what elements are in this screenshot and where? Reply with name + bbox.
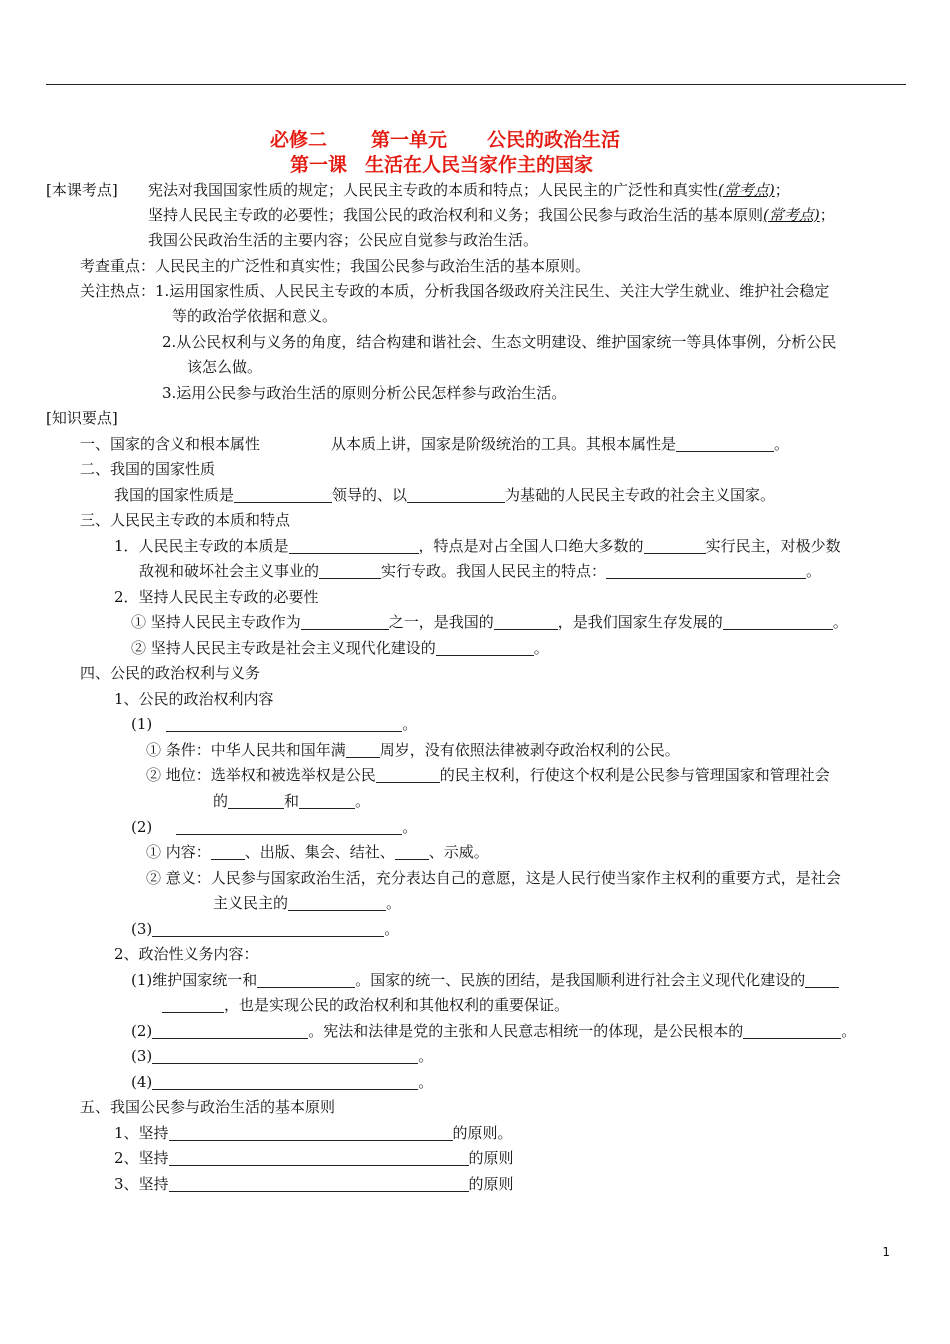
section-1-title: 一、国家的含义和根本属性 — [80, 435, 261, 453]
right-3: (3) 。 — [131, 920, 400, 938]
section-3-2: 2．坚持人民民主专政的必要性 — [114, 588, 319, 606]
fill-blank[interactable] — [743, 1023, 841, 1039]
fill-blank[interactable] — [228, 793, 284, 809]
fill-blank[interactable] — [301, 614, 389, 630]
fill-blank[interactable] — [169, 1176, 469, 1192]
header-rule — [46, 84, 906, 85]
fill-blank[interactable] — [152, 921, 384, 937]
section-5-title: 五、我国公民参与政治生活的基本原则 — [80, 1098, 336, 1116]
principle-3: 3、坚持 的原则 — [114, 1175, 514, 1193]
fill-blank[interactable] — [805, 972, 839, 988]
hot-2a: 2.从公民权利与义务的角度，结合构建和谐社会、生态文明建设、维护国家统一等具体事例，分析公民 — [162, 333, 837, 351]
principle-2: 2、坚持 的原则 — [114, 1149, 514, 1167]
knowledge-label: [知识要点] — [46, 409, 118, 427]
right-2-meaning-cont: 主义民主的 。 — [213, 894, 402, 912]
right-2-meaning: ② 意义：人民参与国家政治生活，充分表达自己的意愿，这是人民行使当家作主权利的重要方式，是社会 — [146, 869, 841, 887]
section-3-1-cont: 敌视和破坏社会主义事业的 实行专政。我国人民民主的特点： 。 — [139, 562, 822, 580]
section-3-title: 三、人民民主专政的本质和特点 — [80, 511, 291, 529]
fill-blank[interactable] — [176, 819, 402, 835]
section-4-title: 四、公民的政治权利与义务 — [80, 664, 261, 682]
right-1: (1) 。 — [131, 715, 418, 733]
fill-blank[interactable] — [676, 436, 774, 452]
exam-points-label: [本课考点] — [46, 181, 118, 199]
fill-blank[interactable] — [606, 563, 806, 579]
fill-blank[interactable] — [376, 767, 440, 783]
section-1-text: 从本质上讲，国家是阶级统治的工具。其根本属性是 。 — [331, 435, 790, 453]
frequent-note: (常考点) — [718, 181, 775, 199]
fill-blank[interactable] — [234, 487, 332, 503]
section-2-text: 我国的国家性质是 领导的、以 为基础的人民民主专政的社会主义国家。 — [114, 486, 776, 504]
hot-1b: 等的政治学依据和意义。 — [172, 307, 338, 325]
section-4-1: 1、公民的政治权利内容 — [114, 690, 274, 708]
right-1-status-cont: 的 和 。 — [213, 792, 371, 810]
hot-2b: 该怎么做。 — [187, 358, 263, 376]
right-2: (2) 。 — [131, 818, 418, 836]
right-2-content: ① 内容： 、出版、集会、结社、 、示威。 — [146, 843, 489, 861]
frequent-note: (常考点) — [763, 206, 820, 224]
exam-points-line-2: 坚持人民民主专政的必要性；我国公民的政治权利和义务；我国公民参与政治生活的基本原则(常考点)； — [148, 206, 835, 224]
duty-1-cont: ，也是实现公民的政治权利和其他权利的重要保证。 — [162, 995, 569, 1015]
section-3-1: 1．人民民主专政的本质是 ，特点是对占全国人口绝大多数的 实行民主，对极少数 — [114, 537, 841, 555]
duty-3: (3) 。 — [131, 1047, 434, 1065]
section-4-2: 2、政治性义务内容： — [114, 945, 259, 963]
fill-blank[interactable] — [346, 742, 380, 758]
duty-4: (4) 。 — [131, 1073, 434, 1091]
fill-blank[interactable] — [407, 487, 505, 503]
fill-blank[interactable] — [169, 1150, 469, 1166]
exam-points-line-1: 宪法对我国国家性质的规定；人民民主专政的本质和特点；人民民主的广泛性和真实性(常考点)； — [148, 181, 790, 199]
fill-blank[interactable] — [723, 614, 833, 630]
fill-blank[interactable] — [494, 614, 558, 630]
fill-blank[interactable] — [299, 793, 355, 809]
hot-1a: 关注热点：1.运用国家性质、人民民主专政的本质，分析我国各级政府关注民生、关注大学生就业、维护社会稳定 — [80, 282, 830, 300]
section-2-title: 二、我国的国家性质 — [80, 460, 216, 478]
fill-blank[interactable] — [169, 1125, 453, 1141]
fill-blank[interactable] — [436, 640, 534, 656]
duty-1: (1)维护国家统一和 。国家的统一、民族的团结，是我国顺利进行社会主义现代化建设的 — [131, 970, 839, 990]
right-1-condition: ① 条件：中华人民共和国年满 周岁，没有依照法律被剥夺政治权利的公民。 — [146, 741, 680, 759]
fill-blank[interactable] — [288, 895, 386, 911]
fill-blank[interactable] — [152, 1074, 418, 1090]
hot-3: 3.运用公民参与政治生活的原则分析公民怎样参与政治生活。 — [162, 384, 567, 402]
fill-blank[interactable] — [152, 1048, 418, 1064]
principle-1: 1、坚持 的原则。 — [114, 1124, 513, 1142]
fill-blank[interactable] — [166, 716, 402, 732]
key-focus: 考查重点：人民民主的广泛性和真实性；我国公民参与政治生活的基本原则。 — [80, 257, 591, 275]
page-number: 1 — [882, 1245, 890, 1259]
section-3-2-2: ② 坚持人民民主专政是社会主义现代化建设的 。 — [131, 639, 549, 657]
lesson-title: 第一课 生活在人民当家作主的国家 — [290, 154, 594, 176]
duty-2: (2) 。宪法和法律是党的主张和人民意志相统一的体现，是公民根本的 。 — [131, 1022, 857, 1040]
exam-points-line-3: 我国公民政治生活的主要内容；公民应自觉参与政治生活。 — [148, 231, 539, 249]
fill-blank[interactable] — [162, 997, 224, 1013]
right-1-status: ② 地位：选举权和被选举权是公民 的民主权利，行使这个权利是公民参与管理国家和管理社会 — [146, 766, 830, 784]
fill-blank[interactable] — [395, 844, 429, 860]
fill-blank[interactable] — [289, 538, 419, 554]
fill-blank[interactable] — [319, 563, 381, 579]
fill-blank[interactable] — [257, 972, 355, 988]
section-3-2-1: ① 坚持人民民主专政作为 之一，是我国的 ，是我们国家生存发展的 。 — [131, 613, 848, 631]
fill-blank[interactable] — [644, 538, 706, 554]
fill-blank[interactable] — [211, 844, 245, 860]
fill-blank[interactable] — [152, 1023, 308, 1039]
unit-title: 必修二 第一单元 公民的政治生活 — [270, 129, 621, 151]
